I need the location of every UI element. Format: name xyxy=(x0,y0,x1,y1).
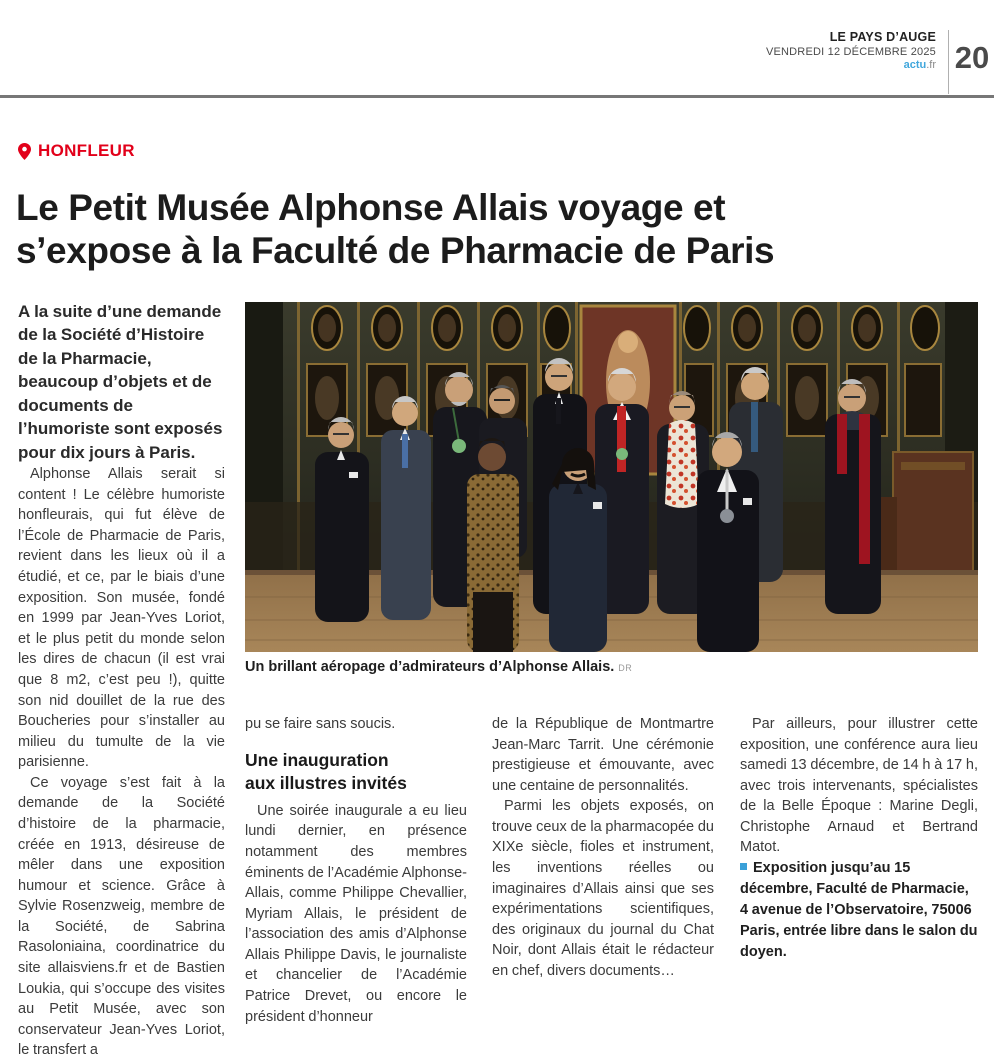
header-rule xyxy=(0,95,994,98)
article-column-3 xyxy=(492,714,714,982)
paragraph: Parmi les objets exposés, on trouve ceux de la pharmacopée du XIXe siècle, fioles et instrument, les inventions réelles ou imaginaires d’Allais ainsi que ses expérimentations scientifiques, des originaux du journal du Chat Noir, dont Allais était le rédacteur en chef, divers documents… xyxy=(492,798,714,979)
masthead xyxy=(766,30,936,73)
photo-caption-text: Un brillant aéropage d’admirateurs d’Alphonse Allais. xyxy=(245,659,615,675)
masthead-divider xyxy=(948,30,949,94)
paragraph: pu se faire sans soucis. xyxy=(245,716,396,732)
info-box-text: Exposition jusqu’au 15 décembre, Faculté de Pharmacie, 4 avenue de l’Observatoire, 75006 Paris, entrée libre dans le salon du doyen. xyxy=(740,860,978,960)
article-column-2 xyxy=(245,714,467,1027)
headline-line-2: s’expose à la Faculté de Pharmacie de Paris xyxy=(16,230,775,272)
site-name: actu xyxy=(903,59,927,72)
section-label xyxy=(18,141,135,161)
headline xyxy=(16,186,976,273)
paragraph: de la République de Montmartre Jean-Marc Tarrit. Une cérémonie prestigieuse et émouvante, avec une centaine de personnalités. xyxy=(492,716,714,794)
paragraph: Alphonse Allais serait si content ! Le célèbre humoriste honfleurais, qui fut élève de l’École de Pharmacie de Paris, revient dans les lieux où il a étudié, et ce, par le biais d’une exposition. Son musée, fondé en 1999 par Jean-Yves Loriot, et le plus petit du monde selon les dires de chacun (il est vrai que 8 m2, c’est peu !), quitte son nid douillet de la rue des Boucheries pour s’installer au milieu du tumulte de la vie parisienne. xyxy=(18,466,225,771)
group-photo-illustration xyxy=(245,302,978,652)
map-pin-icon xyxy=(18,143,31,160)
subhead-line-2: aux illustres invités xyxy=(245,772,407,793)
info-box xyxy=(740,858,978,962)
subhead-line-1: Une inauguration xyxy=(245,749,389,770)
article-lead: A la suite d’une demande de la Société d’Histoire de la Pharmacie, beaucoup d’objets et de documents de l’humoriste sont exposés pour dix jours à Paris. xyxy=(18,302,223,462)
subhead xyxy=(245,749,467,795)
paragraph: Une soirée inaugurale a eu lieu lundi dernier, en présence notamment des membres éminents de l’Académie Alphonse-Allais, comme Philippe Chevallier, Myriam Allais, le président de l’association des amis d’Alphonse Allais Philippe Davis, le journaliste et chancelier de l’Académie Patrice Drevet, ou encore le président d’honneur xyxy=(245,802,467,1025)
article-photo xyxy=(245,302,978,652)
paragraph: Par ailleurs, pour illustrer cette exposition, une conférence aura lieu samedi 13 décembre, de 14 h à 17 h, avec trois intervenants, spécialistes de la Belle Époque : Marine Degli, Christophe Arnaud et Bertrand Matot. xyxy=(740,716,978,856)
article-column-1 xyxy=(18,300,225,1061)
article-column-4 xyxy=(740,714,978,962)
photo-caption xyxy=(245,659,978,675)
paper-name: LE PAYS D’AUGE xyxy=(829,30,936,44)
site-tld: .fr xyxy=(926,59,936,72)
photo-credit: DR xyxy=(618,663,633,673)
site-url xyxy=(766,59,936,73)
section-name: HONFLEUR xyxy=(38,141,135,160)
page-number: 20 xyxy=(954,40,990,75)
issue-date: VENDREDI 12 DÉCEMBRE 2025 xyxy=(765,45,936,58)
paragraph: Ce voyage s’est fait à la demande de la Société d’histoire de la pharmacie, créée en 1913, désireuse de mêler dans une exposition humour et science. Grâce à Sylvie Rosenzweig, membre de la Société, de Sabrina Rasoloniaina, coordinatrice du site allaisviens.fr et de Bastien Loukia, qui s’occupe des visites au Petit Musée, avec son conservateur Jean-Yves Loriot, le transfert a xyxy=(18,774,225,1059)
headline-line-1: Le Petit Musée Alphonse Allais voyage et xyxy=(16,187,726,228)
square-bullet-icon xyxy=(740,863,747,870)
